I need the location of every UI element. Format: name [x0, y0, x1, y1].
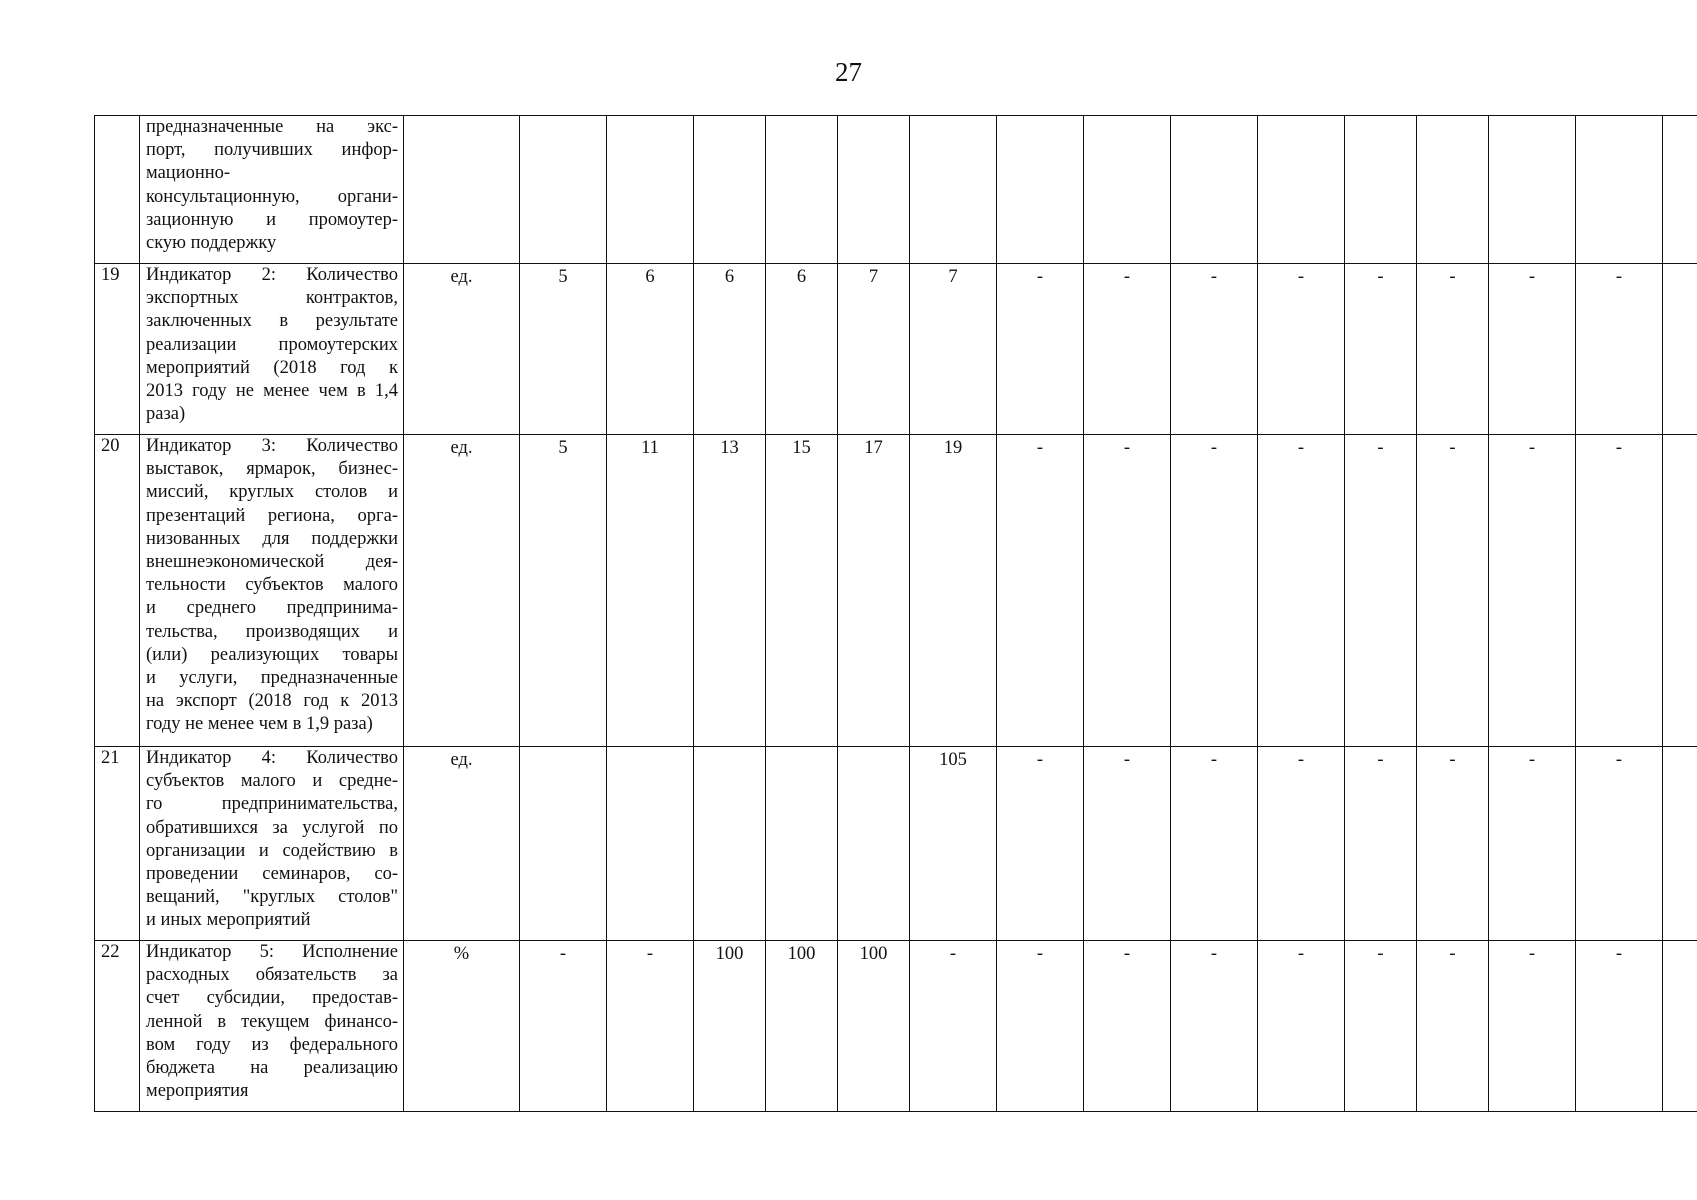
indicator-description-line: экспортных контрактов, — [146, 288, 398, 309]
value-cell — [1171, 941, 1258, 1112]
indicator-description-line: тельства, производящих и — [146, 621, 398, 642]
unit-cell — [404, 264, 520, 435]
indicator-description-cell — [140, 747, 404, 941]
value-cell — [910, 747, 997, 941]
value-cell — [838, 747, 910, 941]
cell-value: - — [1449, 267, 1456, 287]
cell-value: 6 — [796, 267, 807, 287]
indicator-description-line: заключенных в результате — [146, 311, 398, 332]
value-cell — [838, 435, 910, 747]
cell-value: - — [1123, 267, 1131, 287]
value-cell — [1171, 747, 1258, 941]
row-number-cell — [95, 941, 140, 1112]
value-cell — [1084, 941, 1171, 1112]
cell-value: - — [1297, 438, 1305, 458]
cell-value: - — [1297, 267, 1305, 287]
indicator-description-line: предназначенные на экс- — [146, 117, 398, 137]
value-cell — [520, 116, 607, 264]
cell-value: - — [1528, 438, 1536, 458]
cell-value: - — [1123, 438, 1131, 458]
cell-value: - — [1528, 944, 1536, 964]
row-number: 22 — [101, 942, 120, 962]
value-cell — [766, 116, 838, 264]
value-cell — [1258, 941, 1345, 1112]
value-cell — [1345, 116, 1417, 264]
indicator-description-line: Индикатор 3: Количество — [146, 436, 398, 456]
cell-value: - — [1528, 267, 1536, 287]
cell-value: - — [1377, 438, 1384, 458]
value-cell — [910, 116, 997, 264]
cell-value: - — [949, 944, 957, 964]
value-cell — [997, 747, 1084, 941]
cell-value: - — [1449, 944, 1456, 964]
value-cell — [694, 116, 766, 264]
value-cell — [694, 941, 766, 1112]
row-number: 21 — [101, 748, 120, 768]
indicator-description-line: расходных обязательств за — [146, 965, 398, 986]
indicator-description-line: презентаций региона, орга- — [146, 505, 398, 526]
value-cell — [607, 264, 694, 435]
value-cell — [1171, 116, 1258, 264]
cell-value: - — [1210, 438, 1218, 458]
indicator-description-line: мероприятия — [146, 1081, 249, 1102]
indicator-description-cell — [140, 435, 404, 747]
indicator-description-line: бюджета на реализацию — [146, 1058, 398, 1079]
indicator-description-line: мероприятий (2018 год к — [146, 357, 398, 378]
value-cell — [1171, 264, 1258, 435]
value-cell — [838, 264, 910, 435]
value-cell — [1663, 435, 1697, 747]
cell-value: - — [1615, 750, 1623, 770]
cell-value: - — [1036, 438, 1044, 458]
cell-value: - — [559, 944, 567, 964]
value-cell — [1345, 747, 1417, 941]
row-number: 19 — [101, 265, 120, 285]
value-cell — [1417, 116, 1489, 264]
value-cell — [1417, 941, 1489, 1112]
value-cell — [1345, 941, 1417, 1112]
value-cell — [910, 435, 997, 747]
indicator-description-line: проведении семинаров, со- — [146, 864, 398, 885]
value-cell — [1345, 435, 1417, 747]
indicator-description-line: реализации промоутерских — [146, 334, 398, 355]
value-cell — [694, 747, 766, 941]
cell-value: 15 — [792, 438, 811, 458]
value-cell — [1258, 264, 1345, 435]
indicator-description-line: Индикатор 4: Количество — [146, 748, 398, 768]
value-cell — [1417, 435, 1489, 747]
value-cell — [1084, 747, 1171, 941]
unit-cell — [404, 116, 520, 264]
indicator-description-line: году не менее чем в 1,9 раза) — [146, 714, 373, 735]
table-row — [95, 747, 1697, 941]
indicator-description-cell — [140, 116, 404, 264]
indicator-description-line: тельности субъектов малого — [146, 575, 398, 596]
value-cell — [520, 435, 607, 747]
unit-value: % — [453, 944, 470, 964]
indicator-description-line: раза) — [146, 404, 186, 425]
value-cell — [694, 264, 766, 435]
value-cell — [694, 435, 766, 747]
table-row — [95, 264, 1697, 435]
row-number: 20 — [101, 436, 120, 456]
indicator-description-line: и иных мероприятий — [146, 910, 311, 931]
indicator-description-line: (или) реализующих товары — [146, 644, 398, 665]
indicator-description-line: скую поддержку — [146, 233, 277, 254]
value-cell — [1489, 941, 1576, 1112]
value-cell — [766, 941, 838, 1112]
value-cell — [1258, 116, 1345, 264]
table-row — [95, 435, 1697, 747]
cell-value: - — [1377, 267, 1384, 287]
unit-cell — [404, 747, 520, 941]
cell-value: - — [1210, 944, 1218, 964]
value-cell — [997, 116, 1084, 264]
value-cell — [1489, 116, 1576, 264]
value-cell — [1417, 264, 1489, 435]
cell-value: 7 — [868, 267, 879, 287]
cell-value: - — [1036, 944, 1044, 964]
cell-value: - — [1528, 750, 1536, 770]
value-cell — [997, 435, 1084, 747]
value-cell — [1258, 747, 1345, 941]
value-cell — [910, 264, 997, 435]
cell-value: 17 — [864, 438, 883, 458]
indicator-description-line: консультационную, органи- — [146, 186, 398, 207]
cell-value: - — [1377, 750, 1384, 770]
cell-value: 100 — [787, 944, 816, 964]
value-cell — [1663, 116, 1697, 264]
cell-value: - — [1615, 267, 1623, 287]
value-cell — [766, 747, 838, 941]
value-cell — [607, 116, 694, 264]
page-number: 27 — [835, 57, 862, 87]
cell-value: 105 — [939, 750, 967, 770]
indicator-description-line: вещаний, "круглых столов" — [146, 887, 398, 908]
indicator-description-line: мационно- — [146, 163, 231, 184]
indicator-description-line: зационную и промоутер- — [146, 209, 398, 230]
indicator-description-cell — [140, 941, 404, 1112]
unit-value: ед. — [450, 750, 473, 770]
unit-cell — [404, 435, 520, 747]
value-cell — [997, 941, 1084, 1112]
indicator-description-line: счет субсидии, предостав- — [146, 988, 398, 1009]
unit-value: ед. — [450, 438, 473, 458]
indicator-description-line: ленной в текущем финансо- — [146, 1011, 398, 1032]
cell-value: 13 — [720, 438, 739, 458]
cell-value: - — [1615, 944, 1623, 964]
value-cell — [838, 116, 910, 264]
unit-cell — [404, 941, 520, 1112]
indicator-description-line: миссий, круглых столов и — [146, 482, 398, 503]
value-cell — [1171, 435, 1258, 747]
indicator-description-line: выставок, ярмарок, бизнес- — [146, 459, 398, 480]
row-number-cell — [95, 747, 140, 941]
cell-value: - — [1036, 267, 1044, 287]
indicator-description-line: вом году из федерального — [146, 1034, 398, 1055]
value-cell — [607, 747, 694, 941]
cell-value: 100 — [859, 944, 888, 964]
value-cell — [1489, 747, 1576, 941]
row-number-cell — [95, 264, 140, 435]
indicator-description-line: организации и содействию в — [146, 840, 398, 861]
value-cell — [1345, 264, 1417, 435]
table-body — [95, 116, 1697, 1112]
cell-value: - — [1615, 438, 1623, 458]
indicator-description-line: субъектов малого и средне- — [146, 771, 398, 792]
cell-value: - — [1036, 750, 1044, 770]
value-cell — [1663, 747, 1697, 941]
indicator-description-line: го предпринимательства, — [146, 794, 398, 815]
value-cell — [766, 435, 838, 747]
row-number-cell — [95, 116, 140, 264]
indicator-description-line: порт, получивших инфор- — [146, 140, 398, 161]
value-cell — [1576, 747, 1663, 941]
cell-value: 19 — [943, 438, 963, 458]
value-cell — [910, 941, 997, 1112]
cell-value: - — [1210, 750, 1218, 770]
value-cell — [838, 941, 910, 1112]
cell-value: - — [1123, 944, 1131, 964]
cell-value: 5 — [558, 267, 568, 287]
value-cell — [1489, 264, 1576, 435]
value-cell — [1417, 747, 1489, 941]
indicator-description-line: Индикатор 5: Исполнение — [146, 942, 398, 962]
cell-value: - — [1123, 750, 1131, 770]
value-cell — [766, 264, 838, 435]
table-row — [95, 116, 1697, 264]
unit-value: ед. — [450, 267, 473, 287]
value-cell — [1258, 435, 1345, 747]
value-cell — [607, 435, 694, 747]
indicator-description-line: Индикатор 2: Количество — [146, 265, 398, 285]
indicator-description-line: низованных для поддержки — [146, 528, 398, 549]
value-cell — [1489, 435, 1576, 747]
value-cell — [1576, 941, 1663, 1112]
table-row — [95, 941, 1697, 1112]
indicator-description-line: и среднего предпринима- — [146, 598, 398, 619]
value-cell — [1663, 941, 1697, 1112]
cell-value: 6 — [724, 267, 735, 287]
indicators-table — [94, 115, 1697, 1112]
indicator-description-line: на экспорт (2018 год к 2013 — [146, 691, 398, 712]
indicator-description-line: и услуги, предназначенные — [146, 668, 398, 689]
value-cell — [520, 747, 607, 941]
value-cell — [1576, 264, 1663, 435]
value-cell — [1084, 435, 1171, 747]
value-cell — [520, 941, 607, 1112]
value-cell — [520, 264, 607, 435]
indicator-description-line: внешнеэкономической дея- — [146, 552, 398, 573]
cell-value: - — [646, 944, 654, 964]
cell-value: 7 — [948, 267, 958, 287]
cell-value: - — [1297, 750, 1305, 770]
value-cell — [1576, 435, 1663, 747]
cell-value: 11 — [641, 438, 659, 458]
indicator-description-cell — [140, 264, 404, 435]
value-cell — [1663, 264, 1697, 435]
cell-value: - — [1449, 750, 1456, 770]
cell-value: 5 — [558, 438, 568, 458]
cell-value: - — [1210, 267, 1218, 287]
value-cell — [997, 264, 1084, 435]
cell-value: - — [1377, 944, 1384, 964]
value-cell — [1084, 116, 1171, 264]
value-cell — [607, 941, 694, 1112]
indicator-description-line: обратившихся за услугой по — [146, 817, 398, 838]
cell-value: - — [1449, 438, 1456, 458]
indicator-description-line: 2013 году не менее чем в 1,4 — [146, 381, 398, 402]
value-cell — [1576, 116, 1663, 264]
cell-value: 100 — [715, 944, 744, 964]
value-cell — [1084, 264, 1171, 435]
cell-value: - — [1297, 944, 1305, 964]
row-number-cell — [95, 435, 140, 747]
cell-value: 6 — [645, 267, 655, 287]
